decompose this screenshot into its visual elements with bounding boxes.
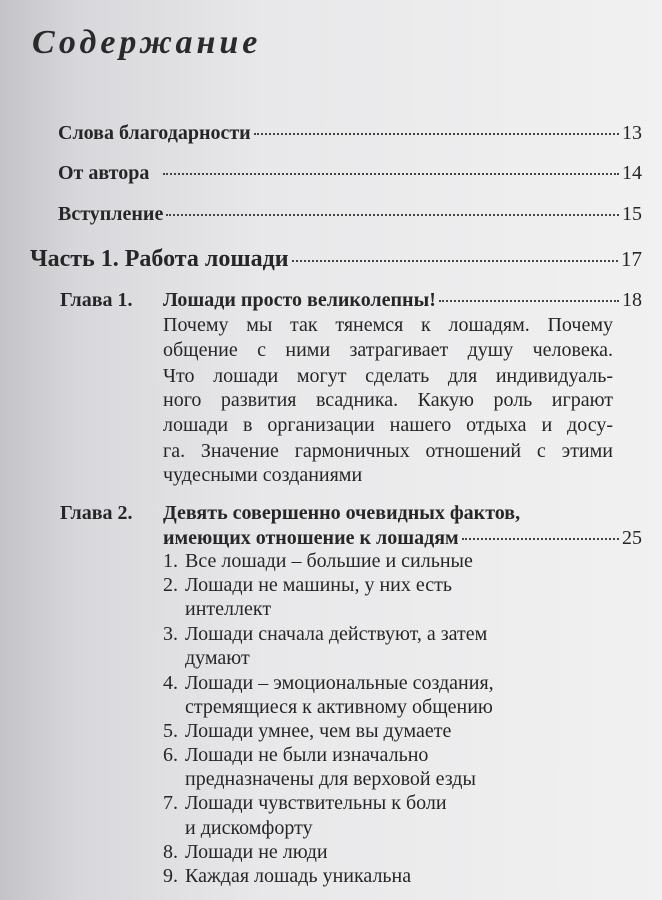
- toc-chapter[interactable]: [163, 526, 642, 550]
- chapter-title: Девять совершенно очевидных фактов,: [163, 502, 521, 524]
- chapter-description-line: общение с ними затрагивает душу человека.: [163, 339, 613, 361]
- toc-entry-label: От автора: [58, 162, 150, 184]
- toc-entry[interactable]: [58, 121, 642, 145]
- dot-leader: [439, 300, 619, 302]
- toc-entry-label: Вступление: [58, 203, 164, 225]
- list-item-continuation: интеллект: [185, 598, 272, 620]
- toc-entry-page: 14: [622, 162, 642, 184]
- chapter-description-line: ного развития всадника. Какую роль играют: [163, 389, 613, 411]
- dot-leader: [163, 173, 619, 175]
- dot-leader: [292, 260, 618, 262]
- list-item: 1. Все лошади – большие и сильные: [163, 550, 473, 572]
- chapter-description-line: га. Значение гармоничных отношений с этими: [163, 440, 613, 462]
- chapter-label: Глава 1.: [60, 289, 133, 311]
- list-item: 8. Лошади не люди: [163, 841, 328, 863]
- toc-part[interactable]: [30, 245, 642, 273]
- list-item: 7. Лошади чувствительны к боли: [163, 792, 447, 814]
- list-item: 2. Лошади не машины, у них есть: [163, 574, 452, 596]
- toc-entry-label: Слова благодарности: [58, 122, 251, 144]
- page-title: Содержание: [32, 24, 262, 61]
- list-item: 3. Лошади сначала действуют, а затем: [163, 623, 488, 645]
- list-item-continuation: думают: [185, 647, 250, 669]
- part-label: Часть 1. Работа лошади: [30, 246, 289, 272]
- chapter-description-line: чудесными созданиями: [163, 464, 363, 486]
- list-item: 5. Лошади умнее, чем вы думаете: [163, 720, 452, 742]
- list-item: 4. Лошади – эмоциональные создания,: [163, 672, 494, 694]
- toc-entry-page: 15: [622, 203, 642, 225]
- dot-leader: [254, 133, 619, 135]
- chapter-page: 25: [622, 527, 642, 549]
- toc-entry[interactable]: [58, 202, 642, 226]
- part-page: 17: [621, 247, 642, 271]
- list-item-continuation: предназначены для верховой езды: [185, 768, 476, 790]
- chapter-description-line: Что лошади могут сделать для индивидуаль-: [163, 365, 613, 387]
- toc-entry-page: 13: [622, 122, 642, 144]
- toc-chapter[interactable]: [163, 288, 642, 312]
- toc-entry[interactable]: [58, 161, 642, 185]
- dot-leader: [166, 214, 619, 216]
- list-item-continuation: стремящиеся к активному общению: [185, 696, 493, 718]
- list-item: 6. Лошади не были изначально: [163, 744, 429, 766]
- chapter-description-line: лошади в организации нашего отдыха и досу-: [163, 414, 613, 436]
- dot-leader: [462, 538, 619, 540]
- chapter-label: Глава 2.: [60, 502, 133, 524]
- list-item-continuation: и дискомфорту: [185, 817, 313, 839]
- chapter-title: Лошади просто великолепны!: [163, 289, 436, 311]
- chapter-title: имеющих отношение к лошадям: [163, 527, 459, 549]
- list-item: 9. Каждая лошадь уникальна: [163, 865, 412, 887]
- chapter-page: 18: [622, 289, 642, 311]
- chapter-description-line: Почему мы так тянемся к лошадям. Почему: [163, 314, 613, 336]
